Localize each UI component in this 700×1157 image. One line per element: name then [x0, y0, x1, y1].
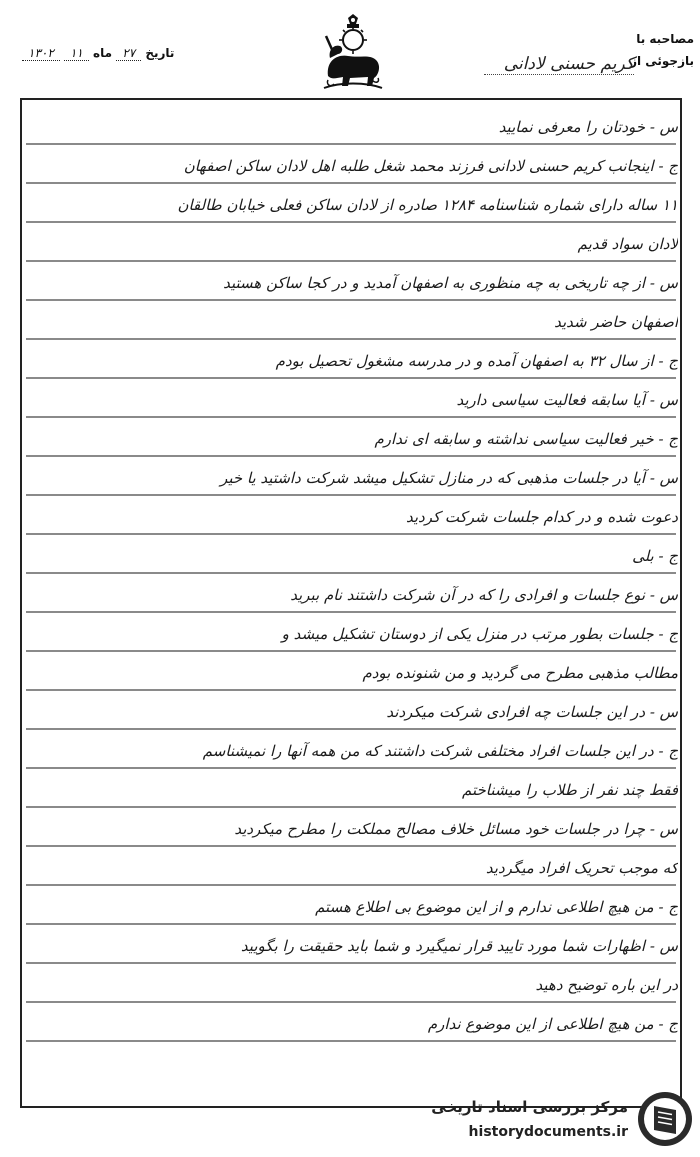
footer-watermark: [420, 1086, 698, 1152]
handwritten-line: فقط چند نفر از طلاب را میشناختم: [462, 781, 678, 799]
history-documents-logo-icon: [636, 1090, 694, 1148]
handwritten-line: مطالب مذهبی مطرح می گردید و من شنونده بودم: [362, 664, 678, 682]
handwritten-line: س - آیا سابقه فعالیت سیاسی دارید: [456, 391, 678, 409]
handwritten-line: دعوت شده و در کدام جلسات شرکت کردید: [406, 508, 678, 526]
interrogation-label: بازجوئی از: [630, 54, 694, 68]
org-url: historydocuments.ir: [468, 1124, 628, 1140]
handwritten-line: که موجب تحریک افراد میگردید: [485, 859, 678, 877]
handwritten-line: س - در این جلسات چه افرادی شرکت میکردند: [386, 703, 678, 721]
handwritten-line: در این باره توضیح دهید: [535, 976, 678, 994]
ruled-sheet: [20, 98, 682, 1108]
handwritten-line: س - اظهارات شما مورد تایید قرار نمیگیرد و شما باید حقیقت را بگویید: [240, 937, 678, 955]
month-label: ماه: [93, 46, 113, 60]
handwritten-line: ج - خیر فعالیت سیاسی نداشته و سابقه ای ندارم: [374, 430, 678, 448]
handwritten-line: ج - بلی: [632, 547, 678, 565]
handwritten-line: س - نوع جلسات و افرادی را که در آن شرکت داشتند نام ببرید: [290, 586, 678, 604]
org-name: مرکز بررسی اسناد تاریخی: [431, 1098, 628, 1116]
handwritten-line: س - خودتان را معرفی نمایید: [498, 118, 678, 136]
handwritten-line: ج - من هیچ اطلاعی از این موضوع ندارم: [427, 1015, 678, 1033]
lion-and-sun-emblem-icon: [320, 14, 386, 92]
handwritten-line: ج - اینجانب کریم حسنی لادانی فرزند محمد شغل طلبه اهل لادان ساکن اصفهان: [183, 157, 678, 175]
subject-name: کریم حسنی لادانی: [484, 54, 634, 75]
handwritten-line: ج - جلسات بطور مرتب در منزل یکی از دوستان تشکیل میشد و: [281, 625, 678, 643]
date-field: [22, 46, 174, 61]
handwritten-line: س - از چه تاریخی به چه منظوری به اصفهان آمدید و در کجا ساکن هستید: [223, 274, 678, 292]
date-label: تاریخ: [145, 46, 175, 60]
date-day: ۲۷: [116, 46, 141, 61]
handwritten-line: ج - در این جلسات افراد مختلفی شرکت داشتند که من همه آنها را نمیشناسم: [202, 742, 678, 760]
document-header: [0, 0, 700, 100]
handwritten-line: س - چرا در جلسات خود مسائل خلاف مصالح مملکت را مطرح میکردید: [234, 820, 678, 838]
handwritten-line: اصفهان حاضر شدید: [554, 313, 678, 331]
handwritten-line: ج - من هیچ اطلاعی ندارم و از این موضوع بی اطلاع هستم: [315, 898, 678, 916]
handwritten-line: لادان سواد قدیم: [577, 235, 678, 253]
header-labels: [630, 28, 694, 72]
date-year: ۱۳۰۲: [22, 46, 60, 61]
date-month: ۱۱: [64, 46, 89, 61]
interview-label: مصاحبه با: [636, 32, 694, 46]
handwritten-line: ۱۱ ساله دارای شماره شناسنامه ۱۲۸۴ صادره از لادان ساکن فعلی خیابان طالقان: [177, 196, 678, 214]
handwritten-line: ج - از سال ۳۲ به اصفهان آمده و در مدرسه مشغول تحصیل بودم: [275, 352, 678, 370]
handwritten-line: س - آیا در جلسات مذهبی که در منازل تشکیل میشد شرکت داشتید یا خیر: [220, 469, 678, 487]
